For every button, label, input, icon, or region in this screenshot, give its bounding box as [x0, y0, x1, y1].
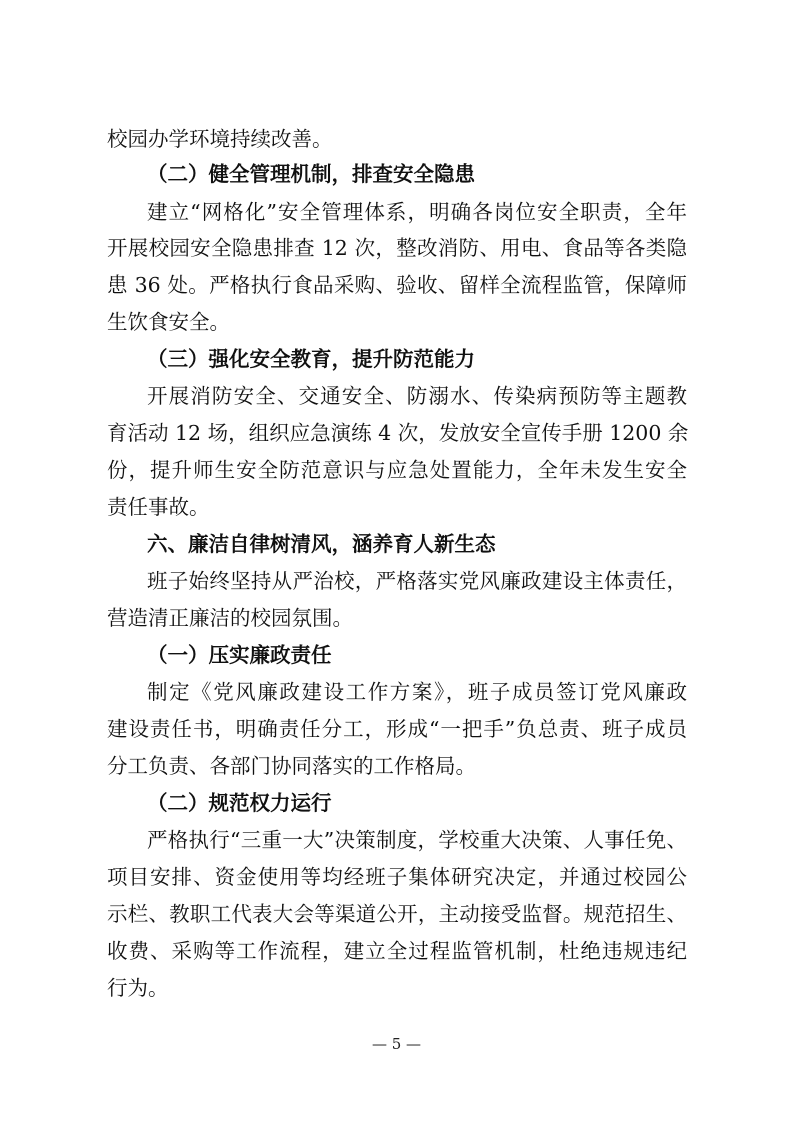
paragraph-line: 建设责任书，明确责任分工，形成“一把手”负总责、班子成员	[107, 717, 687, 741]
paragraph-line: 分工负责、各部门协同落实的工作格局。	[107, 754, 476, 778]
paragraph-line: 项目安排、资金使用等均经班子集体研究决定，并通过校园公	[107, 865, 687, 889]
section-heading: 六、廉洁自律树清风，涵养育人新生态	[147, 532, 496, 556]
paragraph-line: 开展消防安全、交通安全、防溺水、传染病预防等主题教	[147, 384, 687, 408]
paragraph-line: 制定《党风廉政建设工作方案》，班子成员签订党风廉政	[147, 680, 687, 704]
paragraph-line: 责任事故。	[107, 495, 210, 519]
page-number: — 5 —	[371, 1035, 422, 1053]
subsection-heading: （三）强化安全教育，提升防范能力	[147, 347, 475, 371]
paragraph-line: 营造清正廉洁的校园氛围。	[107, 606, 353, 630]
paragraph-line: 示栏、教职工代表大会等渠道公开，主动接受监督。规范招生、	[107, 902, 687, 926]
paragraph-line: 建立“网格化”安全管理体系，明确各岗位安全职责，全年	[147, 200, 687, 224]
paragraph-line: 开展校园安全隐患排查 12 次，整改消防、用电、食品等各类隐	[107, 236, 687, 260]
paragraph-line: 收费、采购等工作流程，建立全过程监管机制，杜绝违规违纪	[107, 939, 687, 963]
subsection-heading: （二）规范权力运行	[147, 791, 332, 815]
paragraph-line: 行为。	[107, 976, 169, 1000]
paragraph-line: 育活动 12 场，组织应急演练 4 次，发放安全宣传手册 1200 余	[107, 421, 689, 445]
paragraph-line: 校园办学环境持续改善。	[107, 127, 333, 151]
paragraph-line: 班子始终坚持从严治校，严格落实党风廉政建设主体责任，	[147, 569, 687, 593]
subsection-heading: （二）健全管理机制，排查安全隐患	[147, 162, 475, 186]
paragraph-line: 严格执行“三重一大”决策制度，学校重大决策、人事任免、	[147, 828, 687, 852]
paragraph-line: 份，提升师生安全防范意识与应急处置能力，全年未发生安全	[107, 458, 687, 482]
subsection-heading: （一）压实廉政责任	[147, 643, 332, 667]
paragraph-line: 患 36 处。严格执行食品采购、验收、留样全流程监管，保障师	[107, 273, 687, 297]
paragraph-line: 生饮食安全。	[107, 310, 230, 334]
